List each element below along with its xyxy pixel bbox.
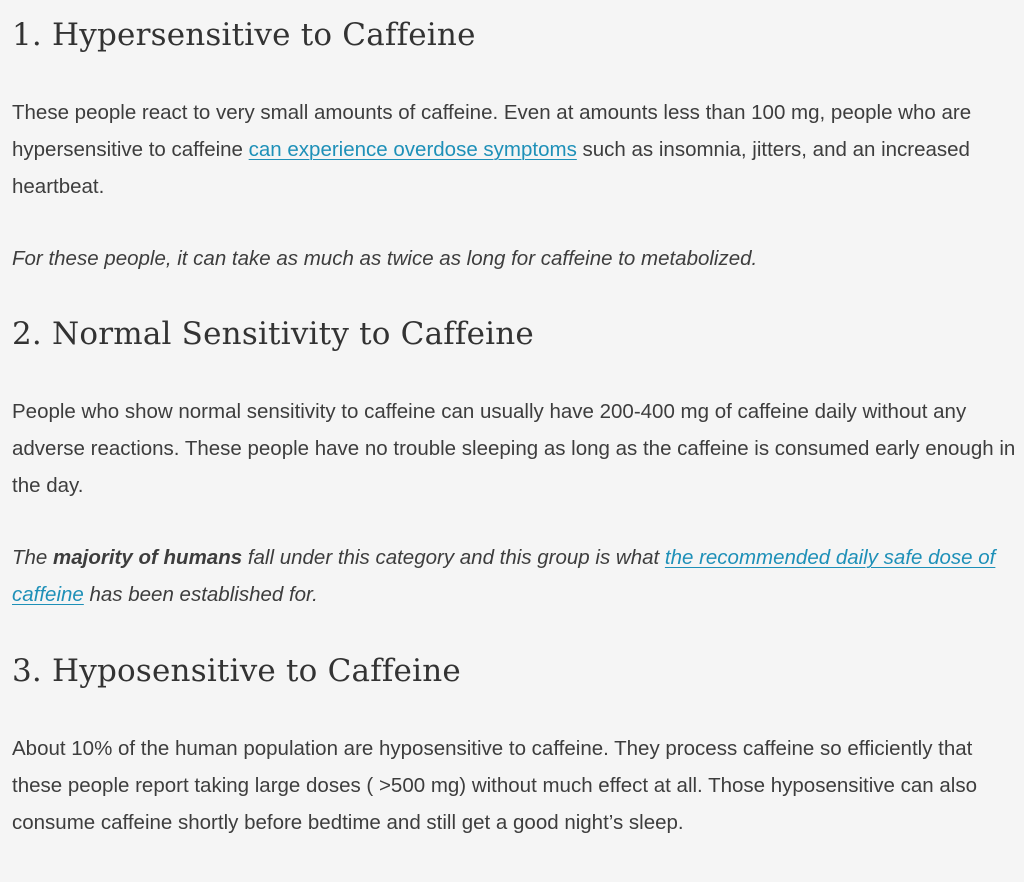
paragraph-normal-note	[12, 539, 1016, 613]
paragraph-text: such as insomnia, jitters, and an increased heartbeat.	[12, 138, 970, 198]
section-heading-normal-sensitivity: 2. Normal Sensitivity to Caffeine	[12, 316, 534, 352]
section-heading-hypersensitive: 1. Hypersensitive to Caffeine	[12, 17, 476, 53]
recommended-dose-link[interactable]: the recommended daily safe dose of caffeine	[12, 546, 996, 606]
paragraph-hypersensitive-description	[12, 94, 1016, 205]
paragraph-hyposensitive-description: About 10% of the human population are hyposensitive to caffeine. They process caffeine so efficiently that these people report taking large doses ( >500 mg) without much effect at all. Those hyposensitive can also consume caffeine shortly before bedtime and still get a good night’s sleep.	[12, 737, 978, 834]
section-heading-hyposensitive: 3. Hyposensitive to Caffeine	[12, 653, 461, 689]
paragraph-hypersensitive-note: For these people, it can take as much as twice as long for caffeine to metabolized.	[12, 247, 758, 270]
paragraph-text: The	[12, 546, 54, 569]
paragraph-text: These people react to very small amounts of caffeine. Even at amounts less than 100 mg, people who are hypersensitive to caffeine	[12, 101, 972, 161]
overdose-symptoms-link[interactable]: can experience overdose symptoms	[248, 138, 577, 161]
paragraph-normal-description: People who show normal sensitivity to caffeine can usually have 200-400 mg of caffeine daily without any adverse reactions. These people have no trouble sleeping as long as the caffeine is consumed early enough in the day.	[12, 400, 1016, 497]
paragraph-text: fall under this category and this group is what	[242, 546, 665, 569]
paragraph-text: has been established for.	[83, 583, 318, 606]
emphasis-majority: majority of humans	[53, 546, 243, 569]
